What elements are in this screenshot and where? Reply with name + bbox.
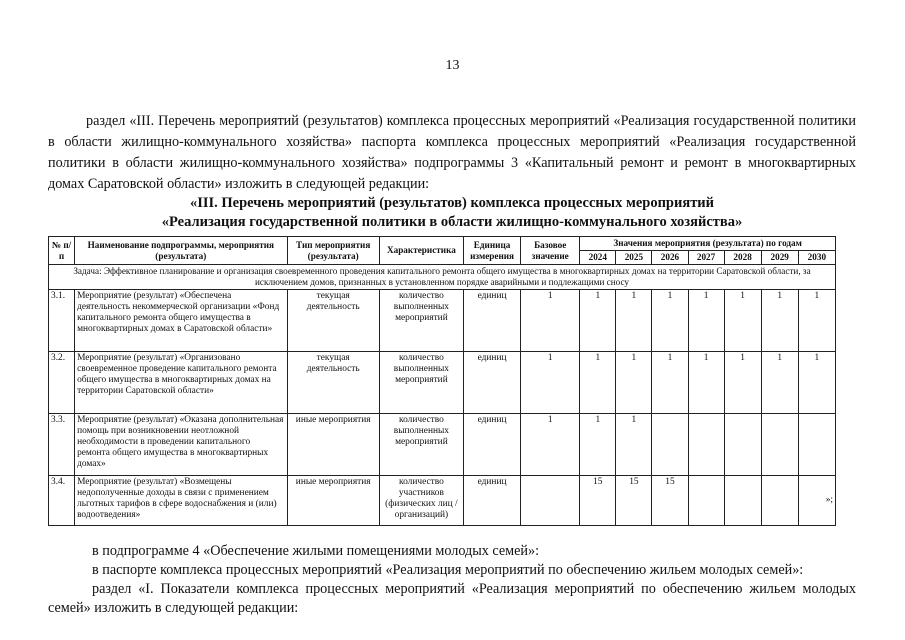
row-value: 1 [761,290,798,352]
row-characteristic: количество участников (физических лиц / организаций) [379,476,463,526]
col-header-year: 2027 [688,251,724,265]
heading-line-2: «Реализация государственной политики в области жилищно-коммунального хозяйства» [161,214,743,230]
row-name: Мероприятие (результат) «Обеспечена деятельность некоммерческой организации «Фонд капитального ремонта общего имущества в многоквартирных домах в Саратовской области» [75,290,288,352]
row-value: 1 [580,290,616,352]
col-header-year: 2025 [616,251,652,265]
col-header-name: Наименование подпрограммы, мероприятия (результата) [75,237,288,265]
outro-paragraph: в подпрограмме 4 «Обеспечение жилыми помещениями молодых семей»: [92,543,540,559]
row-value-last [798,476,835,526]
page-number: 13 [445,58,460,73]
row-base: 1 [521,290,580,352]
row-value: 15 [652,476,688,526]
row-value: 1 [688,352,724,414]
col-header-unit: Единица измерения [464,237,521,265]
col-header-type: Тип мероприятия (результата) [287,237,379,265]
row-num: 3.3. [49,414,75,476]
table-row [49,476,836,526]
row-value: 1 [616,352,652,414]
col-header-year: 2030 [798,251,835,265]
table-header-row [49,237,836,251]
row-value: 15 [616,476,652,526]
task-text: Задача: Эффективное планирование и организация своевременного проведения капитального ремонта общего имущества в многоквартирных домах на территории Саратовской области, за исключением домов, признанных в установленном порядке аварийными и подлежащими сносу [49,265,836,290]
row-base [521,476,580,526]
outro-paragraph: в паспорте комплекса процессных мероприятий «Реализация мероприятий по обеспечению жильем молодых семей»: [92,562,804,578]
outro-paragraph: раздел «I. Показатели комплекса процессных мероприятий «Реализация мероприятий по обеспечению жильем молодых семей» изложить в следующей редакции: [48,581,856,616]
row-value: 1 [761,352,798,414]
row-type: иные мероприятия [287,476,379,526]
row-base: 1 [521,352,580,414]
row-value: 1 [652,352,688,414]
row-value [688,414,724,476]
row-type: текущая деятельность [287,290,379,352]
intro-paragraph: раздел «III. Перечень мероприятий (результатов) комплекса процессных мероприятий «Реализация государственной политики в области жилищно-коммунального хозяйства» паспорта комплекса процессных мероприятий «Реализация государственной политики в области жилищно-коммунального хозяйства» подпрограммы 3 «Капитальный ремонт и ремонт в многоквартирных домах Саратовской области» изложить в следующей редакции: [48,113,856,192]
row-value [724,414,761,476]
row-type: иные мероприятия [287,414,379,476]
row-value: 1 [652,290,688,352]
row-value [652,414,688,476]
row-type: текущая деятельность [287,352,379,414]
row-value [761,476,798,526]
col-header-year: 2028 [724,251,761,265]
heading-line-1: «III. Перечень мероприятий (результатов) комплекса процессных мероприятий [189,195,715,211]
task-row [49,265,836,290]
outro-text [48,542,856,618]
row-characteristic: количество выполненных мероприятий [379,290,463,352]
row-value: 15 [580,476,616,526]
col-header-years-group: Значения мероприятия (результата) по годам [580,237,836,251]
closing-quote-mark: »; [825,495,833,505]
row-value: 1 [616,414,652,476]
row-value: 1 [724,290,761,352]
row-num: 3.4. [49,476,75,526]
row-unit: единиц [464,414,521,476]
row-characteristic: количество выполненных мероприятий [379,352,463,414]
col-header-num: № п/п [49,237,75,265]
measures-table [48,236,836,526]
col-header-base: Базовое значение [521,237,580,265]
table-row [49,352,836,414]
table-row [49,290,836,352]
row-value [724,476,761,526]
row-value: 1 [688,290,724,352]
row-characteristic: количество выполненных мероприятий [379,414,463,476]
col-header-year: 2024 [580,251,616,265]
row-value [761,414,798,476]
col-header-year: 2026 [652,251,688,265]
row-value [688,476,724,526]
row-value: 1 [798,352,835,414]
row-num: 3.1. [49,290,75,352]
row-unit: единиц [464,352,521,414]
row-value: 1 [724,352,761,414]
row-num: 3.2. [49,352,75,414]
row-base: 1 [521,414,580,476]
row-unit: единиц [464,476,521,526]
row-value: 1 [616,290,652,352]
table-row [49,414,836,476]
row-name: Мероприятие (результат) «Организовано своевременное проведение капитального ремонта общего имущества в многоквартирных домах на территории Саратовской области» [75,352,288,414]
row-unit: единиц [464,290,521,352]
row-value: 1 [580,414,616,476]
row-name: Мероприятие (результат) «Возмещены недополученные доходы в связи с применением льготных тарифов в сфере водоснабжения и (или) водоотведения» [75,476,288,526]
col-header-year: 2029 [761,251,798,265]
row-value: 1 [798,290,835,352]
section-heading [48,194,856,232]
col-header-characteristic: Характеристика [379,237,463,265]
row-value: 1 [580,352,616,414]
row-name: Мероприятие (результат) «Оказана дополнительная помощь при возникновении неотложной необходимости в проведении капитального ремонта общего имущества в многоквартирных домах» [75,414,288,476]
row-value [798,414,835,476]
